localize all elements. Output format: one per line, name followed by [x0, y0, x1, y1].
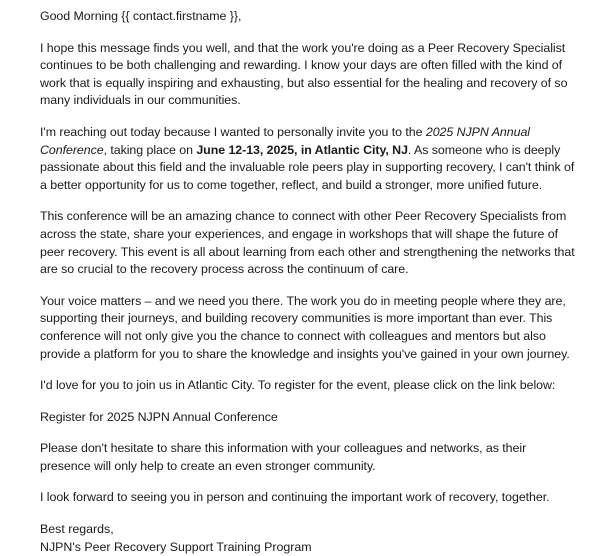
signature-block — [40, 521, 578, 556]
paragraph-register-intro: I'd love for you to join us in Atlantic City. To register for the event, please click on the link below: — [40, 378, 556, 393]
paragraph-your-voice: Your voice matters – and we need you there. The work you do in meeting people where they are, supporting their journeys, and building recovery communities is more important than ever. This conference will not only give you the chance to connect with colleagues and mentors but also provide a platform for you to share the knowledge and insights you've gained in your own journey. — [40, 293, 570, 361]
invitation-text-middle: , taking place on — [103, 142, 197, 157]
conference-name-emphasis: 2025 NJPN Annual Conference — [40, 124, 531, 157]
paragraph-share-info: Please don't hesitate to share this information with your colleagues and networks, as their presence will only help to create an even stronger community. — [40, 441, 527, 473]
register-link[interactable]: Register for 2025 NJPN Annual Conference — [40, 409, 278, 424]
paragraph-conference-details: This conference will be an amazing chance to connect with other Peer Recovery Specialists from across the state, share your experiences, and engage in workshops that will shape the future of peer recovery. This event is all about learning from each other and strengthening the networks that are so crucial to the recovery process across the continuum of care. — [40, 209, 575, 277]
paragraph-invitation — [40, 124, 578, 194]
signature-name: NJPN's Peer Recovery Support Training Program — [40, 539, 312, 554]
invitation-text-end: . As someone who is deeply passionate about this field and the invaluable role peers play in supporting recovery, I can't think of a better opportunity for us to come together, reflect, and build a stronger, more unified future. — [40, 142, 575, 192]
paragraph-intro: I hope this message finds you well, and that the work you're doing as a Peer Recovery Specialist continues to be both challenging and rewarding. I know your days are often filled with the kind of work that is equally inspiring and exhausting, but also essential for the healing and recovery of so many individuals in our communities. — [40, 40, 568, 108]
invitation-text-start: I'm reaching out today because I wanted to personally invite you to the — [40, 124, 426, 139]
signoff-text: Best regards, — [40, 522, 114, 537]
paragraph-closing: I look forward to seeing you in person and continuing the important work of recovery, together. — [40, 490, 550, 505]
conference-date-location: June 12-13, 2025, in Atlantic City, NJ — [196, 142, 408, 157]
greeting-text: Good Morning {{ contact.firstname }}, — [40, 9, 242, 23]
